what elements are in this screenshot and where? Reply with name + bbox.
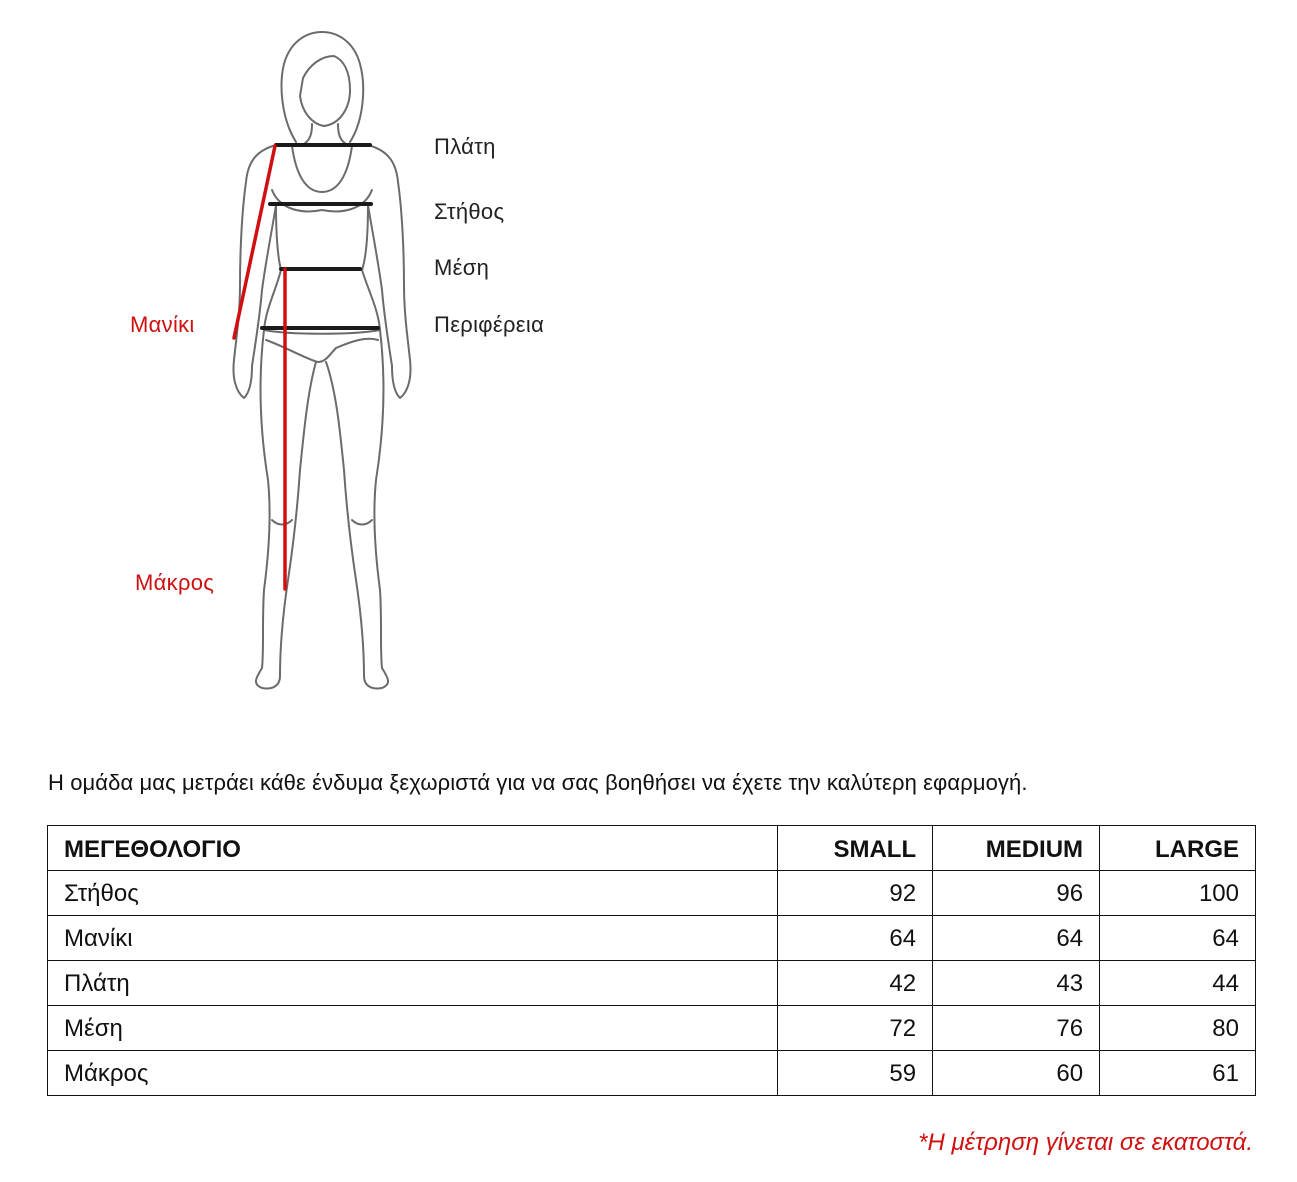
label-sleeve: Μανίκι [130,312,195,337]
cell-medium: 76 [933,1006,1100,1051]
cell-large: 64 [1100,916,1256,961]
row-label: Μάκρος [48,1051,778,1096]
table-row [48,1051,1256,1096]
cell-large: 80 [1100,1006,1256,1051]
row-label: Μέση [48,1006,778,1051]
cell-small: 92 [778,871,933,916]
cell-medium: 96 [933,871,1100,916]
table-row [48,961,1256,1006]
cell-small: 59 [778,1051,933,1096]
label-hips: Περιφέρεια [434,312,545,337]
cell-large: 44 [1100,961,1256,1006]
label-chest: Στήθος [434,199,505,224]
label-length: Μάκρος [135,570,215,595]
table-header-row [48,826,1256,871]
cell-medium: 60 [933,1051,1100,1096]
silhouette-outline [233,32,410,689]
header-large: LARGE [1100,826,1256,871]
header-size-chart: ΜΕΓΕΘΟΛΟΓΙΟ [48,826,778,871]
label-back: Πλάτη [434,134,496,159]
cell-large: 61 [1100,1051,1256,1096]
row-label: Στήθος [48,871,778,916]
cell-small: 42 [778,961,933,1006]
row-label: Μανίκι [48,916,778,961]
cell-medium: 43 [933,961,1100,1006]
cell-medium: 64 [933,916,1100,961]
intro-text: Η ομάδα μας μετράει κάθε ένδυμα ξεχωριστά για να σας βοηθήσει να έχετε την καλύτερη εφαρμογή. [48,770,1028,795]
row-label: Πλάτη [48,961,778,1006]
label-waist: Μέση [434,255,490,280]
header-small: SMALL [778,826,933,871]
cell-small: 64 [778,916,933,961]
header-medium: MEDIUM [933,826,1100,871]
cell-small: 72 [778,1006,933,1051]
table-row [48,871,1256,916]
measurement-lines [262,145,378,328]
table-row [48,916,1256,961]
size-chart-table [47,825,1256,1096]
footnote-centimeters: *Η μέτρηση γίνεται σε εκατοστά. [918,1129,1253,1156]
table-row [48,1006,1256,1051]
cell-large: 100 [1100,871,1256,916]
